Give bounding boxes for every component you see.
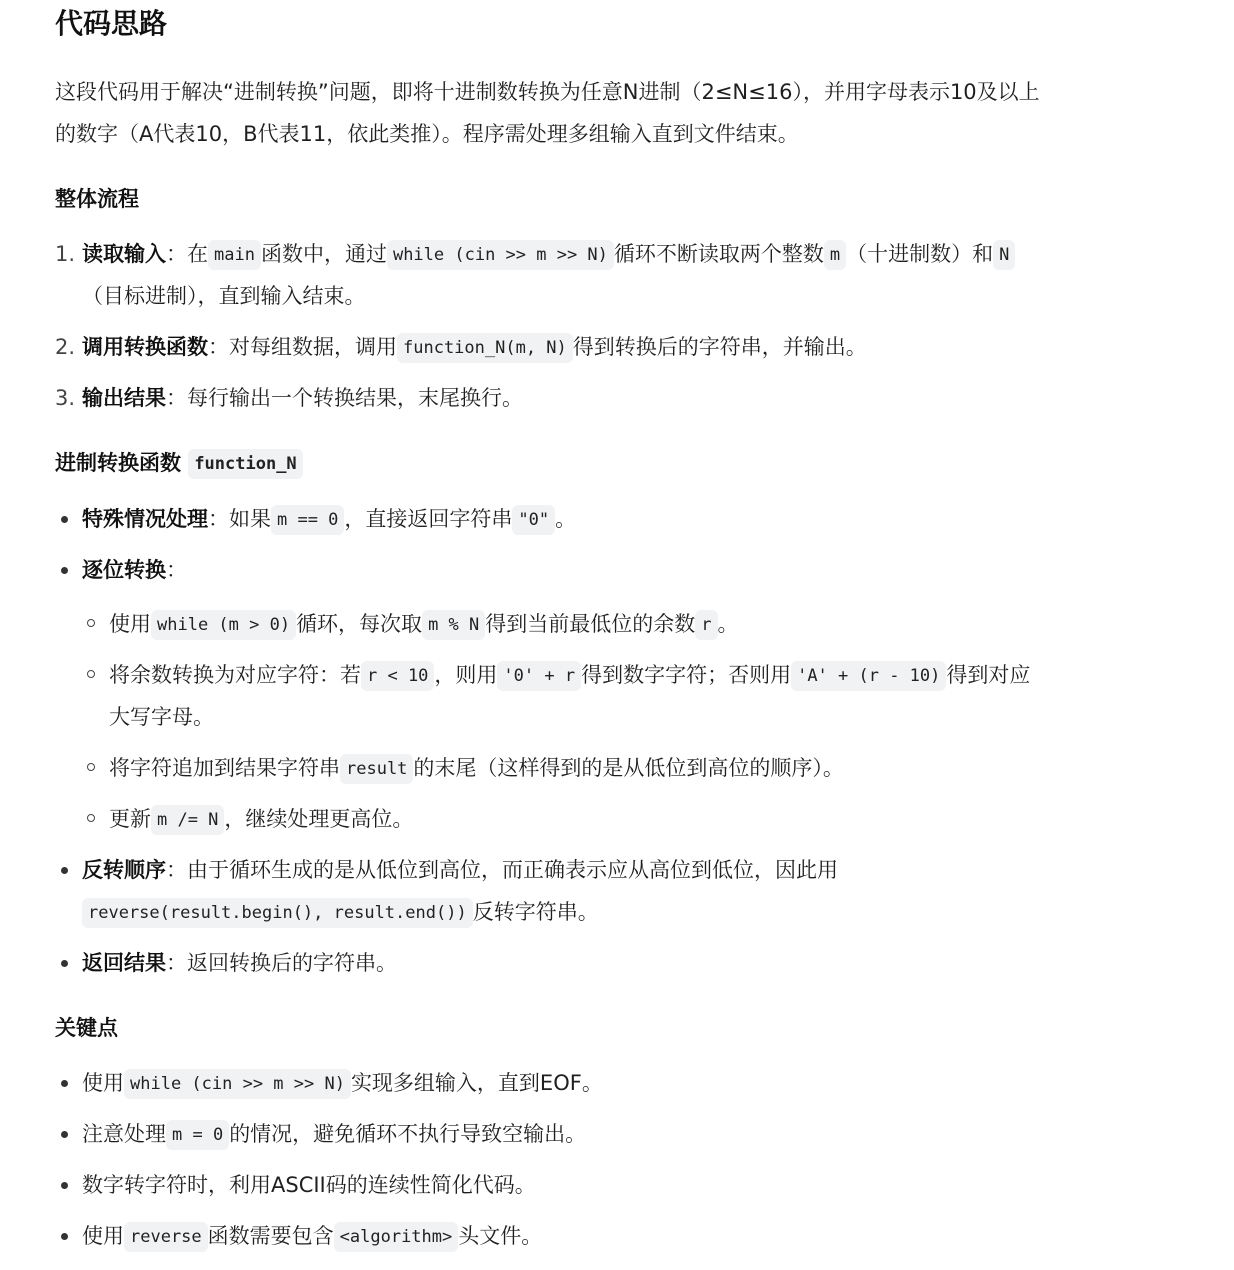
key-point-text: 注意处理 (82, 1122, 166, 1146)
code-function-n-call: function_N(m, N) (397, 333, 573, 363)
step-1-continuation: （目标进制），直到输入结束。 (82, 284, 366, 308)
sub-bullet-circle (87, 763, 95, 771)
section-heading-overall: 整体流程 (55, 187, 139, 211)
bullet-title: 返回结果 (82, 951, 166, 975)
code-main: main (208, 240, 261, 270)
step-3-title: 输出结果 (82, 386, 166, 410)
sub-bullet-text: 得到当前最低位的余数 (485, 612, 696, 636)
key-point-text: 头文件。 (458, 1224, 543, 1248)
bullet-special-case (82, 499, 576, 540)
key-point-text: 使用 (82, 1071, 124, 1095)
intro-line-2: 的数字（A代表10，B代表11，依此类推）。程序需处理多组输入直到文件结束。 (55, 122, 799, 146)
bullet-text: ，直接返回字符串 (344, 507, 513, 531)
bullet-dot (61, 1080, 68, 1087)
bullet-text: ：由于循环生成的是从低位到高位，而正确表示应从高位到低位，因此用 (166, 858, 838, 882)
bullet-digit-conversion (82, 550, 187, 590)
code-result: result (340, 754, 413, 784)
bullet-dot (61, 567, 68, 574)
sub-bullet-update (109, 799, 413, 840)
code-m-assign-0: m = 0 (166, 1120, 229, 1150)
bullet-dot (61, 1131, 68, 1138)
bullet-title: 反转顺序 (82, 858, 166, 882)
sub-bullet-text: 得到数字字符；否则用 (581, 663, 792, 687)
sub-bullet-text: 循环，每次取 (296, 612, 423, 636)
key-point-text: 的情况，避免循环不执行导致空输出。 (229, 1122, 587, 1146)
code-n: N (993, 240, 1015, 270)
sub-bullet-char-conversion-continuation: 大写字母。 (109, 705, 214, 729)
code-m: m (824, 240, 846, 270)
bullet-reverse-order (82, 850, 838, 890)
code-while-m-gt-0: while (m > 0) (151, 610, 296, 640)
step-number-1: 1. (55, 242, 76, 266)
sub-bullet-text: 使用 (109, 612, 151, 636)
sub-bullet-text: 的末尾（这样得到的是从低位到高位的顺序）。 (413, 756, 844, 780)
key-point-4 (82, 1216, 542, 1257)
code-reverse: reverse (124, 1222, 208, 1252)
bullet-title: 特殊情况处理 (82, 507, 208, 531)
step-2-title: 调用转换函数 (82, 335, 208, 359)
key-point-text: 数字转字符时，利用ASCII码的连续性简化代码。 (82, 1173, 536, 1197)
step-1-text: 函数中，通过 (260, 242, 387, 266)
key-point-text: 使用 (82, 1224, 124, 1248)
step-2 (82, 327, 867, 368)
key-point-1 (82, 1063, 603, 1104)
sub-bullet-text: ，继续处理更高位。 (224, 807, 414, 831)
sub-bullet-text: 。 (717, 612, 739, 636)
key-point-3 (82, 1165, 536, 1205)
code-while-cin: while (cin >> m >> N) (124, 1069, 351, 1099)
step-3-text: ：每行输出一个转换结果，末尾换行。 (166, 386, 523, 410)
code-a-plus-r: 'A' + (r - 10) (791, 661, 946, 691)
step-1 (82, 234, 1015, 275)
key-point-2 (82, 1114, 586, 1155)
step-1-text: （十进制数）和 (846, 242, 994, 266)
code-string-zero: "0" (512, 505, 555, 535)
code-m-mod-n: m % N (422, 610, 485, 640)
bullet-dot (61, 960, 68, 967)
bullet-reverse-order-continuation (82, 892, 599, 933)
code-m-div-n: m /= N (151, 805, 224, 835)
code-reverse-call: reverse(result.begin(), result.end()) (82, 898, 473, 928)
code-r: r (695, 610, 717, 640)
bullet-dot (61, 1233, 68, 1240)
sub-bullet-circle (87, 670, 95, 678)
key-point-text: 实现多组输入，直到EOF。 (350, 1071, 603, 1095)
code-function-n: function_N (188, 449, 302, 479)
code-r-lt-10: r < 10 (361, 661, 434, 691)
bullet-text: ：返回转换后的字符串。 (166, 951, 397, 975)
bullet-text: ：如果 (208, 507, 271, 531)
sub-bullet-circle (87, 814, 95, 822)
sub-bullet-append (109, 748, 844, 789)
code-zero-plus-r: '0' + r (497, 661, 581, 691)
code-m-eq-0: m == 0 (271, 505, 344, 535)
step-2-text: ：对每组数据，调用 (208, 335, 397, 359)
sub-bullet-text: 更新 (109, 807, 151, 831)
step-1-title: 读取输入 (82, 242, 166, 266)
bullet-return (82, 943, 397, 983)
step-number-2: 2. (55, 335, 76, 359)
intro-line-1: 这段代码用于解决“进制转换”问题，即将十进制数转换为任意N进制（2≤N≤16），并用字母表示10及以上 (55, 80, 1040, 104)
bullet-dot (61, 867, 68, 874)
key-point-text: 函数需要包含 (207, 1224, 334, 1248)
code-algorithm-header: <algorithm> (334, 1222, 459, 1252)
sub-bullet-text: ，则用 (434, 663, 498, 687)
bullet-dot (61, 516, 68, 523)
step-3 (82, 378, 523, 418)
sub-bullet-loop (109, 604, 739, 645)
step-number-3: 3. (55, 386, 76, 410)
bullet-text: 。 (555, 507, 577, 531)
bullet-dot (61, 1182, 68, 1189)
sub-bullet-text: 将余数转换为对应字符：若 (109, 663, 361, 687)
section-heading-key-points: 关键点 (55, 1016, 118, 1040)
bullet-title: 逐位转换 (82, 558, 166, 582)
sub-bullet-text: 得到对应 (946, 663, 1031, 687)
step-1-text: ：在 (166, 242, 208, 266)
sub-bullet-char-conversion (109, 655, 1030, 696)
sub-bullet-text: 将字符追加到结果字符串 (109, 756, 340, 780)
step-2-text: 得到转换后的字符串，并输出。 (572, 335, 867, 359)
section-heading-function-text: 进制转换函数 (55, 451, 181, 475)
page-title: 代码思路 (55, 7, 168, 40)
section-heading-function (55, 448, 303, 479)
sub-bullet-circle (87, 619, 95, 627)
bullet-text: 反转字符串。 (472, 900, 599, 924)
code-while-cin: while (cin >> m >> N) (387, 240, 614, 270)
step-1-text: 循环不断读取两个整数 (613, 242, 824, 266)
bullet-text: ： (166, 558, 187, 582)
